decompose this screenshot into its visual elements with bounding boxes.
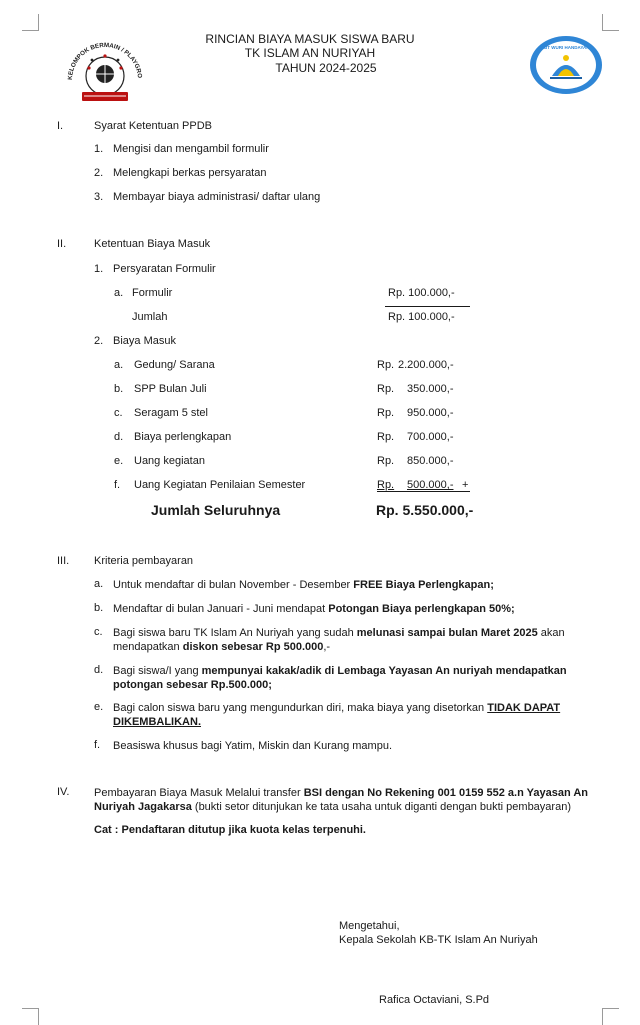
fee-amount: 850.000,- (407, 455, 454, 467)
criteria-f: Beasiswa khusus bagi Yatim, Miskin dan Kurang mampu. (113, 740, 393, 752)
sum-plus-sign: + (462, 479, 469, 491)
fee-letter: b. (114, 383, 124, 395)
criteria-e: Bagi calon siswa baru yang mengundurkan diri, maka biaya yang disetorkan TIDAK DAPAT DIKEMBALIKAN. (113, 702, 561, 728)
right-logo-text: TUT WURI HANDAYANI (541, 45, 591, 50)
doc-title-line1: RINCIAN BIAYA MASUK SISWA BARU (205, 32, 415, 46)
signature-name: Rafica Octaviani, S.Pd (379, 994, 490, 1006)
fee-currency: Rp. (377, 479, 395, 491)
crop-mark-bottom-right (602, 1008, 619, 1025)
formulir-label: Formulir (132, 287, 173, 299)
formulir-jumlah-label: Jumlah (132, 311, 168, 323)
signature-acknowledged: Mengetahui, (339, 920, 400, 932)
fee-currency: Rp. (377, 383, 395, 395)
fee-currency: Rp. (377, 359, 395, 371)
grand-total-amount: Rp. 5.550.000,- (376, 502, 474, 518)
criteria-a: Untuk mendaftar di bulan November - Desember FREE Biaya Perlengkapan; (113, 579, 494, 591)
fee-label: Uang Kegiatan Penilaian Semester (134, 479, 306, 491)
left-logo-text: KELOMPOK BERMAIN / PLAYGRO (66, 41, 144, 81)
section3-number: III. (57, 555, 70, 567)
tut-wuri-handayani-logo (528, 34, 604, 96)
section3-title: Kriteria pembayaran (94, 555, 194, 567)
section4-number: IV. (57, 786, 70, 798)
sub1-number: 1. (94, 263, 104, 275)
subtotal-rule (385, 306, 470, 307)
closing-note: Cat : Pendaftaran ditutup jika kuota kelas terpenuhi. (94, 824, 366, 836)
fee-label: Uang kegiatan (134, 455, 205, 467)
fee-label: Seragam 5 stel (134, 407, 208, 419)
section2-number: II. (57, 238, 67, 250)
section1-item3-num: 3. (94, 191, 104, 203)
section1-item2-text: Melengkapi berkas persyaratan (113, 167, 267, 179)
total-rule (377, 491, 470, 492)
section2-title: Ketentuan Biaya Masuk (94, 238, 211, 250)
grand-total-label: Jumlah Seluruhnya (151, 502, 281, 518)
sub1-title: Persyaratan Formulir (113, 263, 216, 275)
fee-amount: 2.200.000,- (398, 359, 454, 371)
sub2-number: 2. (94, 335, 104, 347)
fee-label: SPP Bulan Juli (134, 383, 207, 395)
section1-item1-text: Mengisi dan mengambil formulir (113, 143, 269, 155)
sub2-title: Biaya Masuk (113, 335, 176, 347)
crop-mark-bottom-left (22, 1008, 39, 1025)
fee-letter: c. (114, 407, 123, 419)
fee-letter: a. (114, 359, 124, 371)
criteria-c-letter: c. (94, 626, 103, 638)
fee-currency: Rp. (377, 455, 395, 467)
section1-item3-text: Membayar biaya administrasi/ daftar ulang (113, 191, 321, 203)
formulir-jumlah-amount: Rp. 100.000,- (388, 311, 455, 323)
section1-number: I. (57, 120, 64, 132)
fee-letter: d. (114, 431, 124, 443)
fee-letter: e. (114, 455, 124, 467)
criteria-c: Bagi siswa baru TK Islam An Nuriyah yang sudah melunasi sampai bulan Maret 2025 akan mendapatkan diskon sebesar Rp 500.000,- (113, 627, 565, 653)
criteria-b: Mendaftar di bulan Januari - Juni mendapat Potongan Biaya perlengkapan 50%; (113, 603, 515, 615)
crop-mark-top-left (22, 14, 39, 31)
fee-amount: 500.000,- (407, 479, 454, 491)
fee-amount: 950.000,- (407, 407, 454, 419)
criteria-b-letter: b. (94, 602, 104, 614)
fee-currency: Rp. (377, 407, 395, 419)
criteria-a-letter: a. (94, 578, 104, 590)
section1-item2-num: 2. (94, 167, 104, 179)
crop-mark-top-right (602, 14, 619, 31)
formulir-letter: a. (114, 287, 124, 299)
section1-title: Syarat Ketentuan PPDB (94, 120, 213, 132)
criteria-d-letter: d. (94, 664, 104, 676)
fee-letter: f. (114, 479, 121, 491)
fee-label: Biaya perlengkapan (134, 431, 232, 443)
criteria-d: Bagi siswa/I yang mempunyai kakak/adik di Lembaga Yayasan An nuriyah mendapatkan potongan sebesar Rp.500.000; (113, 665, 567, 691)
playgroup-logo (62, 30, 148, 108)
criteria-f-letter: f. (94, 739, 101, 751)
fee-label: Gedung/ Sarana (134, 359, 215, 371)
fee-amount: 700.000,- (407, 431, 454, 443)
formulir-amount: Rp. 100.000,- (388, 287, 455, 299)
fee-currency: Rp. (377, 431, 395, 443)
doc-title-line2: TK ISLAM AN NURIYAH (244, 46, 376, 60)
doc-title-line3: TAHUN 2024-2025 (275, 61, 377, 75)
signature-position: Kepala Sekolah KB-TK Islam An Nuriyah (339, 934, 538, 946)
section1-item1-num: 1. (94, 143, 104, 155)
criteria-e-letter: e. (94, 701, 104, 713)
fee-amount: 350.000,- (407, 383, 454, 395)
payment-info: Pembayaran Biaya Masuk Melalui transfer BSI dengan No Rekening 001 0159 552 a.n Yayasan An Nuriyah Jagakarsa (bukti setor ditunjukan ke tata usaha untuk diganti dengan bukti pembayaran) (94, 787, 589, 813)
